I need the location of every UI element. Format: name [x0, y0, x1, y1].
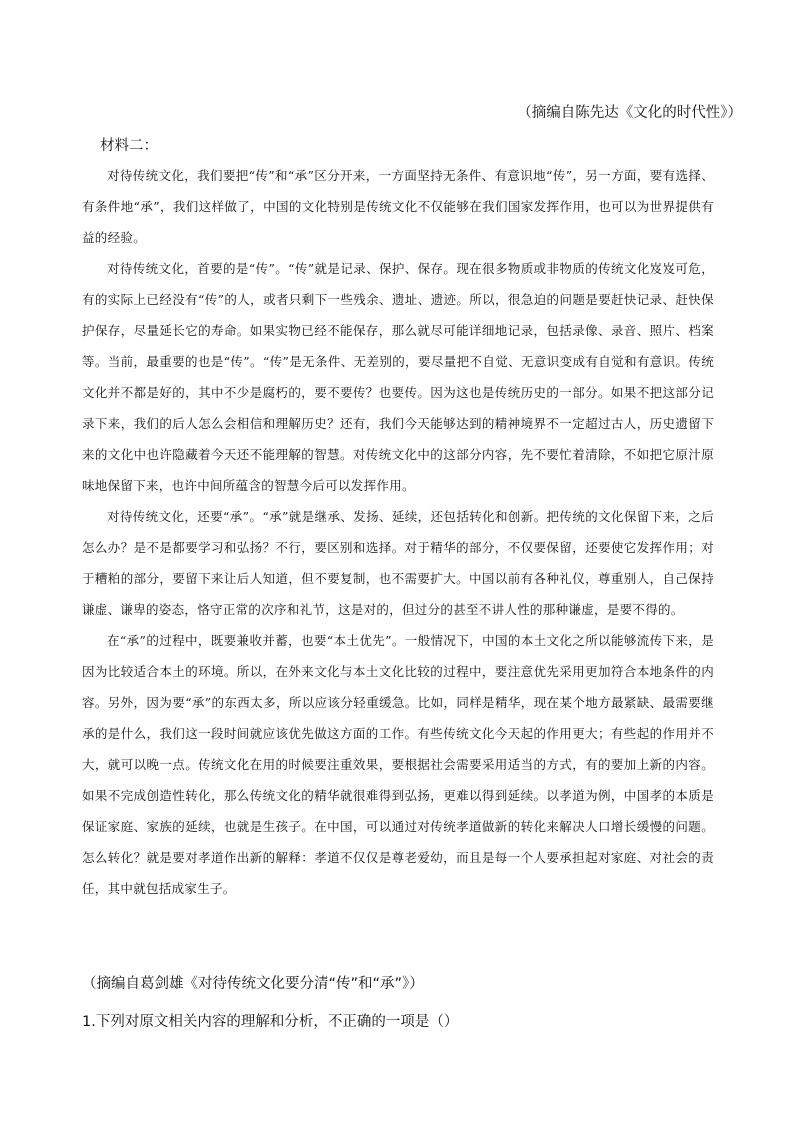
paragraph: 对待传统文化，首要的是“传”。“传”就是记录、保护、保存。现在很多物质或非物质的传统文化岌岌可危，有的实际上已经没有“传”的人，或者只剩下一些残余、遗址、遗迹。所以，很急迫的问题是要赶快记录、赶快保护保存，尽量延长它的寿命。如果实物已经不能保存，那么就尽可能详细地记录，包括录像、录音、照片、档案等。当前，最重要的也是“传”。“传”是无条件、无差别的，要尽量把不自觉、无意识变成有自觉和有意识。传统文化并不都是好的，其中不少是腐朽的，要不要传？也要传。因为这也是传统历史的一部分。如果不把这部分记录下来，我们的后人怎么会相信和理解历史？还有，我们今天能够达到的精神境界不一定超过古人，历史遗留下来的文化中也许隐藏着今天还不能理解的智慧。对传统文化中的这部分内容，先不要忙着清除，不如把它原汁原味地保留下来，也许中间所蕴含的智慧今后可以发挥作用。 — [82, 261, 714, 493]
material-heading: 材料二： — [100, 138, 158, 154]
article-body — [82, 160, 714, 904]
question-1: 1.下列对原文相关内容的理解和分析，不正确的一项是（） — [82, 1014, 459, 1030]
paragraph: 对待传统文化，还要“承”。“承”就是继承、发扬、延续，还包括转化和创新。把传统的文化保留下来，之后怎么办？是不是都要学习和弘扬？不行，要区别和选择。对于精华的部分，不仅要保留，还要使它发挥作用；对于糟粕的部分，要留下来让后人知道，但不要复制，也不需要扩大。中国以前有各种礼仪，尊重别人，自己保持谦虚、谦卑的姿态，恪守正常的次序和礼节，这是对的，但过分的甚至不讲人性的那种谦虚，是要不得的。 — [82, 509, 714, 617]
paragraph: 在“承”的过程中，既要兼收并蓄，也要“本土优先”。一般情况下，中国的本土文化之所以能够流传下来，是因为比较适合本土的环境。所以，在外来文化与本土文化比较的过程中，要注意优先采用更加符合本地条件的内容。另外，因为要“承”的东西太多，所以应该分轻重缓急。比如，同样是精华，现在某个地方最紧缺、最需要继承的是什么，我们这一段时间就应该优先做这方面的工作。有些传统文化今天起的作用更大；有些起的作用并不大，就可以晚一点。传统文化在用的时候要注重效果，要根据社会需要采用适当的方式，有的要加上新的内容。如果不完成创造性转化，那么传统文化的精华就很难得到弘扬，更难以得到延续。以孝道为例，中国孝的本质是保证家庭、家族的延续，也就是生孩子。在中国，可以通过对传统孝道做新的转化来解决人口增长缓慢的问题。怎么转化？就是要对孝道作出新的解释：孝道不仅仅是尊老爱幼，而且是每一个人要承担起对家庭、对社会的责任，其中就包括成家生子。 — [82, 633, 714, 896]
source-citation-top: （摘编自陈先达《文化的时代性》） — [517, 105, 742, 121]
source-citation-bottom: （摘编自葛剑雄《对待传统文化要分清“传”和“承”》） — [82, 976, 424, 992]
paragraph: 对待传统文化，我们要把“传”和“承”区分开来，一方面坚持无条件、有意识地“传”，另一方面，要有选择、有条件地“承”，我们这样做了，中国的文化特别是传统文化不仅能够在我们国家发挥作用，也可以为世界提供有益的经验。 — [82, 168, 714, 245]
